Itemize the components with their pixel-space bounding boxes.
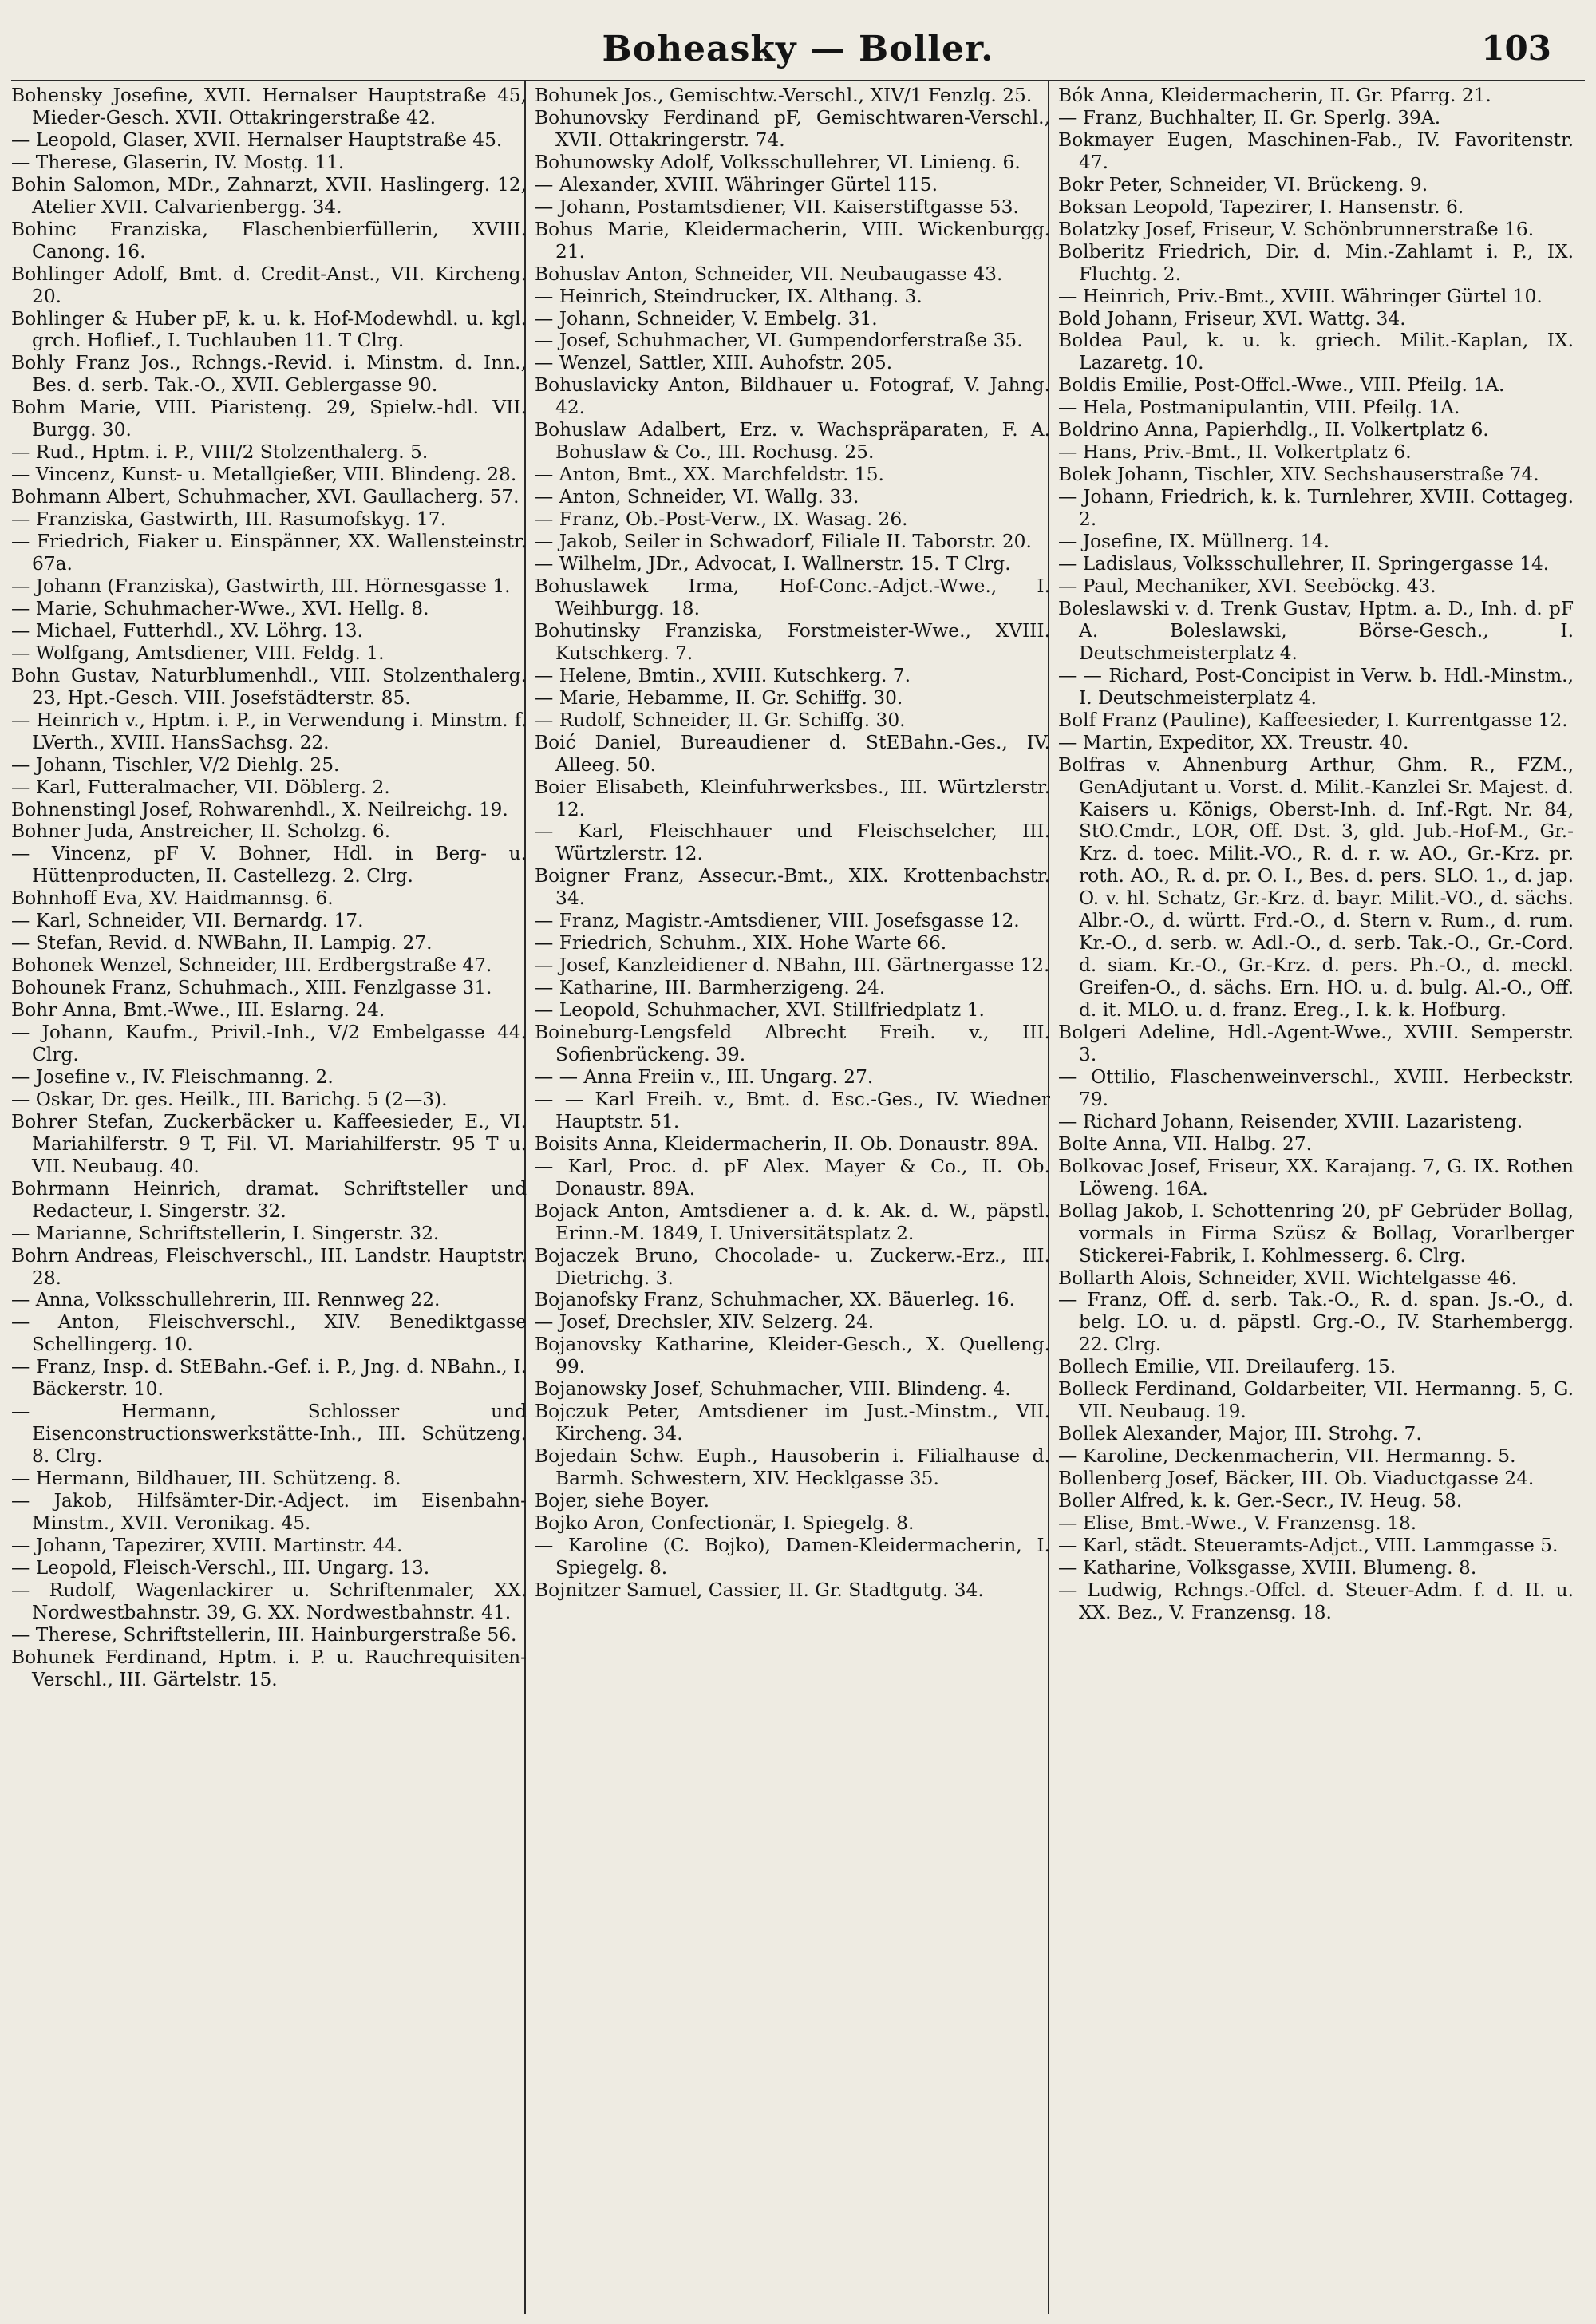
directory-entry: Bohunowsky Adolf, Volksschullehrer, VI. Linieng. 6.	[535, 151, 1021, 173]
directory-entry: — Karoline (C. Bojko), Damen-Kleidermacherin, I. Spiegelg. 8.	[535, 1534, 1050, 1579]
directory-entry: Boleslawski v. d. Trenk Gustav, Hptm. a. D., Inh. d. pF A. Boleslawski, Börse-Gesch., I. Deutschmeisterplatz 4.	[1058, 597, 1574, 664]
column-right	[1058, 85, 1574, 2311]
directory-entry: Boić Daniel, Bureaudiener d. StEBahn.-Ges., IV. Alleeg. 50.	[535, 731, 1050, 776]
directory-entry: Bojnitzer Samuel, Cassier, II. Gr. Stadtgutg. 34.	[535, 1579, 984, 1601]
directory-entry: — Hans, Priv.-Bmt., II. Volkertplatz 6.	[1058, 441, 1412, 464]
directory-entry: Bojaczek Bruno, Chocolade- u. Zuckerw.-Erz., III. Dietrichg. 3.	[535, 1244, 1050, 1289]
directory-entry: Bók Anna, Kleidermacherin, II. Gr. Pfarrg. 21.	[1058, 85, 1491, 106]
directory-entry: Bollenberg Josef, Bäcker, III. Ob. Viaductgasse 24.	[1058, 1468, 1535, 1490]
directory-entry: — Rud., Hptm. i. P., VIII/2 Stolzenthalerg. 5.	[11, 441, 429, 464]
directory-entry: Bolgeri Adeline, Hdl.-Agent-Wwe., XVIII. Semperstr. 3.	[1058, 1022, 1574, 1065]
directory-entry: — Johann (Franziska), Gastwirth, III. Hörnesgasse 1.	[11, 575, 511, 597]
directory-entry: Bohr Anna, Bmt.-Wwe., III. Eslarng. 24.	[11, 999, 385, 1022]
directory-entry: Bolberitz Friedrich, Dir. d. Min.-Zahlamt i. P., IX. Fluchtg. 2.	[1058, 240, 1574, 285]
directory-entry: — Wilhelm, JDr., Advocat, I. Wallnerstr. 15. T Clrg.	[535, 553, 1011, 575]
directory-entry: Bohly Franz Jos., Rchngs.-Revid. i. Minstm. d. Inn., Bes. d. serb. Tak.-O., XVII. Geblergasse 90.	[11, 352, 527, 397]
directory-entry: Bohrn Andreas, Fleischverschl., III. Landstr. Hauptstr. 28.	[11, 1244, 527, 1289]
directory-entry: Bojedain Schw. Euph., Hausoberin i. Filialhause d. Barmh. Schwestern, XIV. Hecklgasse 35.	[535, 1445, 1050, 1490]
directory-entry: — Johann, Tischler, V/2 Diehlg. 25.	[11, 753, 340, 776]
directory-entry: Bojczuk Peter, Amtsdiener im Just.-Minstm., VII. Kircheng. 34.	[535, 1401, 1050, 1445]
directory-entry: Bolleck Ferdinand, Goldarbeiter, VII. Hermanng. 5, G. VII. Neubaug. 19.	[1058, 1378, 1574, 1423]
directory-entry: — Vincenz, pF V. Bohner, Hdl. in Berg- u. Hüttenproducten, II. Castellezg. 2. Clrg.	[11, 843, 527, 887]
page-number: 103	[1481, 29, 1551, 68]
directory-entry: Bohner Juda, Anstreicher, II. Scholzg. 6.	[11, 820, 391, 843]
directory-entry: — Hela, Postmanipulantin, VIII. Pfeilg. 1A.	[1058, 397, 1460, 419]
directory-entry: Bollech Emilie, VII. Dreilauferg. 15.	[1058, 1356, 1396, 1378]
directory-entry: — Paul, Mechaniker, XVI. Seeböckg. 43.	[1058, 575, 1436, 597]
directory-entry: — Johann, Kaufm., Privil.-Inh., V/2 Embelgasse 44. Clrg.	[11, 1022, 527, 1065]
directory-entry: — Friedrich, Schuhm., XIX. Hohe Warte 66.	[535, 932, 947, 955]
directory-entry: — Vincenz, Kunst- u. Metallgießer, VIII. Blindeng. 28.	[11, 464, 517, 486]
directory-entry: — Karl, Schneider, VII. Bernardg. 17.	[11, 910, 364, 932]
directory-entry: — Rudolf, Wagenlackirer u. Schriftenmaler, XX. Nordwestbahnstr. 39, G. XX. Nordwestbahnstr. 41.	[11, 1579, 527, 1623]
directory-entry: Bojanowsky Josef, Schuhmacher, VIII. Blindeng. 4.	[535, 1378, 1011, 1401]
directory-entry: — Katharine, III. Barmherzigeng. 24.	[535, 977, 886, 999]
directory-entry: Bohn Gustav, Naturblumenhdl., VIII. Stolzenthalerg. 23, Hpt.-Gesch. VIII. Josefstädterstr. 85.	[11, 664, 527, 709]
directory-entry: Bohlinger Adolf, Bmt. d. Credit-Anst., VII. Kircheng. 20.	[11, 263, 527, 307]
directory-entry: — Karoline, Deckenmacherin, VII. Hermanng. 5.	[1058, 1445, 1516, 1468]
directory-entry: — — Richard, Post-Concipist in Verw. b. Hdl.-Minstm., I. Deutschmeisterplatz 4.	[1058, 664, 1574, 709]
directory-entry: Boldis Emilie, Post-Offcl.-Wwe., VIII. Pfeilg. 1A.	[1058, 374, 1505, 397]
directory-entry: Bollarth Alois, Schneider, XVII. Wichtelgasse 46.	[1058, 1267, 1517, 1289]
directory-entry: — Martin, Expeditor, XX. Treustr. 40.	[1058, 731, 1409, 753]
directory-entry: Bohinc Franziska, Flaschenbierfüllerin, XVIII. Canong. 16.	[11, 218, 527, 263]
directory-entry: — Katharine, Volksgasse, XVIII. Blumeng. 8.	[1058, 1556, 1477, 1579]
directory-entry: — Franz, Magistr.-Amtsdiener, VIII. Josefsgasse 12.	[535, 910, 1020, 932]
directory-entry: Bohunek Ferdinand, Hptm. i. P. u. Rauchrequisiten-Verschl., III. Gärtelstr. 15.	[11, 1646, 527, 1690]
directory-entry: — Anton, Fleischverschl., XIV. Benediktgasse Schellingerg. 10.	[11, 1311, 527, 1356]
directory-entry: — Josef, Schuhmacher, VI. Gumpendorferstraße 35.	[535, 330, 1023, 352]
directory-entry: Bohunovsky Ferdinand pF, Gemischtwaren-Verschl., XVII. Ottakringerstr. 74.	[535, 106, 1050, 151]
directory-entry: Bohuslaw Adalbert, Erz. v. Wachspräparaten, F. A. Bohuslaw & Co., III. Rochusg. 25.	[535, 419, 1050, 464]
directory-entry: — Marie, Schuhmacher-Wwe., XVI. Hellg. 8.	[11, 597, 429, 619]
column-middle	[535, 85, 1050, 2311]
directory-entry: — Michael, Futterhdl., XV. Löhrg. 13.	[11, 619, 363, 642]
directory-entry: — Heinrich v., Hptm. i. P., in Verwendung i. Minstm. f. LVerth., XVIII. HansSachsg. 22.	[11, 709, 527, 753]
directory-entry: — Jakob, Seiler in Schwadorf, Filiale II. Taborstr. 20.	[535, 531, 1032, 553]
directory-entry: Bokr Peter, Schneider, VI. Brückeng. 9.	[1058, 173, 1428, 196]
directory-entry: — Alexander, XVIII. Währinger Gürtel 115.	[535, 173, 938, 196]
directory-entry: — Wenzel, Sattler, XIII. Auhofstr. 205.	[535, 352, 893, 374]
directory-entry: — Stefan, Revid. d. NWBahn, II. Lampig. 27.	[11, 932, 433, 955]
directory-entry: Bolkovac Josef, Friseur, XX. Karajang. 7, G. IX. Rothen Löweng. 16A.	[1058, 1155, 1574, 1200]
directory-entry: — Anna, Volksschullehrerin, III. Rennweg 22.	[11, 1289, 440, 1311]
directory-entry: Bokmayer Eugen, Maschinen-Fab., IV. Favoritenstr. 47.	[1058, 128, 1574, 173]
directory-entry: Boksan Leopold, Tapezirer, I. Hansenstr. 6.	[1058, 196, 1464, 218]
directory-entry: Boier Elisabeth, Kleinfuhrwerksbes., III. Würtzlerstr. 12.	[535, 776, 1050, 820]
directory-entry: Bollag Jakob, I. Schottenring 20, pF Gebrüder Bollag, vormals in Firma Szüsz & Bollag, Vorarlberger Stickerei-Fabrik, I. Kohlmesserg. 6. Clrg.	[1058, 1200, 1574, 1267]
directory-entry: — Elise, Bmt.-Wwe., V. Franzensg. 18.	[1058, 1512, 1417, 1534]
directory-entry: — Karl, Fleischhauer und Fleischselcher, III. Würtzlerstr. 12.	[535, 820, 1050, 865]
directory-entry: — Josef, Drechsler, XIV. Selzerg. 24.	[535, 1311, 875, 1334]
directory-entry: Boineburg-Lengsfeld Albrecht Freih. v., III. Sofienbrückeng. 39.	[535, 1022, 1050, 1065]
directory-entry: — Anton, Schneider, VI. Wallg. 33.	[535, 486, 859, 508]
directory-entry: — Richard Johann, Reisender, XVIII. Lazaristeng.	[1058, 1110, 1523, 1132]
directory-entry: — Wolfgang, Amtsdiener, VIII. Feldg. 1.	[11, 642, 385, 664]
directory-entry: Bohin Salomon, MDr., Zahnarzt, XVII. Haslingerg. 12, Atelier XVII. Calvarienbergg. 34.	[11, 173, 527, 218]
directory-entry: Bohm Marie, VIII. Piaristeng. 29, Spielw.-hdl. VII. Burgg. 30.	[11, 397, 527, 441]
page-title: Boheasky — Boller.	[602, 29, 994, 69]
directory-entry: — — Anna Freiin v., III. Ungarg. 27.	[535, 1065, 874, 1088]
directory-entry: — Ottilio, Flaschenweinverschl., XVIII. Herbeckstr. 79.	[1058, 1065, 1574, 1110]
directory-entry: Boldrino Anna, Papierhdlg., II. Volkertplatz 6.	[1058, 419, 1489, 441]
directory-entry: — Marie, Hebamme, II. Gr. Schiffg. 30.	[535, 686, 903, 709]
header-rule	[11, 80, 1585, 81]
directory-entry: — Franz, Insp. d. StEBahn.-Gef. i. P., Jng. d. NBahn., I. Bäckerstr. 10.	[11, 1356, 527, 1401]
directory-entry: Boisits Anna, Kleidermacherin, II. Ob. Donaustr. 89A.	[535, 1132, 1039, 1155]
directory-entry: — Leopold, Fleisch-Verschl., III. Ungarg. 13.	[11, 1556, 430, 1579]
directory-entry: Bohus Marie, Kleidermacherin, VIII. Wickenburgg. 21.	[535, 218, 1050, 263]
directory-entry: Bold Johann, Friseur, XVI. Wattg. 34.	[1058, 307, 1406, 330]
directory-entry: Bojanovsky Katharine, Kleider-Gesch., X. Quelleng. 99.	[535, 1334, 1050, 1378]
directory-entry: — Josefine v., IV. Fleischmanng. 2.	[11, 1065, 334, 1088]
directory-entry: — Josef, Kanzleidiener d. NBahn, III. Gärtnergasse 12.	[535, 955, 1050, 977]
directory-entry: Bohlinger & Huber pF, k. u. k. Hof-Modewhdl. u. kgl. grch. Hoflief., I. Tuchlauben 11. T Clrg.	[11, 307, 527, 352]
directory-entry: — Therese, Glaserin, IV. Mostg. 11.	[11, 151, 345, 173]
directory-entry: — Heinrich, Steindrucker, IX. Althang. 3.	[535, 285, 922, 307]
directory-entry: — Josefine, IX. Müllnerg. 14.	[1058, 531, 1330, 553]
directory-entry: — Ludwig, Rchngs.-Offcl. d. Steuer-Adm. f. d. II. u. XX. Bez., V. Franzensg. 18.	[1058, 1579, 1574, 1623]
directory-entry: — Karl, Futteralmacher, VII. Döblerg. 2.	[11, 776, 390, 798]
directory-entry: Bohuslavicky Anton, Bildhauer u. Fotograf, V. Jahng. 42.	[535, 374, 1050, 419]
directory-entry: Bollek Alexander, Major, III. Strohg. 7.	[1058, 1423, 1422, 1445]
directory-entry: — Johann, Postamtsdiener, VII. Kaiserstiftgasse 53.	[535, 196, 1019, 218]
directory-entry: Bojer, siehe Boyer.	[535, 1490, 710, 1512]
directory-entry: Bolatzky Josef, Friseur, V. Schönbrunnerstraße 16.	[1058, 218, 1535, 240]
directory-entry: Bojanofsky Franz, Schuhmacher, XX. Bäuerleg. 16.	[535, 1289, 1015, 1311]
directory-entry: — Ladislaus, Volksschullehrer, II. Springergasse 14.	[1058, 553, 1550, 575]
directory-entry: — Johann, Schneider, V. Embelg. 31.	[535, 307, 878, 330]
directory-entry: Bohensky Josefine, XVII. Hernalser Hauptstraße 45, Mieder-Gesch. XVII. Ottakringerstraße 42.	[11, 85, 527, 128]
directory-entry: — Franz, Off. d. serb. Tak.-O., R. d. span. Js.-O., d. belg. LO. u. d. päpstl. Grg.-O., IV. Starhembergg. 22. Clrg.	[1058, 1289, 1574, 1356]
directory-entry: — Therese, Schriftstellerin, III. Hainburgerstraße 56.	[11, 1623, 517, 1646]
directory-entry: Bohunek Jos., Gemischtw.-Verschl., XIV/1 Fenzlg. 25.	[535, 85, 1033, 106]
directory-entry: Bohounek Franz, Schuhmach., XIII. Fenzlgasse 31.	[11, 977, 492, 999]
directory-entry: — Hermann, Bildhauer, III. Schützeng. 8.	[11, 1468, 401, 1490]
directory-entry: Bohuslawek Irma, Hof-Conc.-Adjct.-Wwe., I. Weihburgg. 18.	[535, 575, 1050, 619]
directory-entry: Bohnenstingl Josef, Rohwarenhdl., X. Neilreichg. 19.	[11, 798, 508, 820]
directory-entry: — Marianne, Schriftstellerin, I. Singerstr. 32.	[11, 1222, 440, 1244]
directory-entry: Bohonek Wenzel, Schneider, III. Erdbergstraße 47.	[11, 955, 492, 977]
directory-entry: Bohrer Stefan, Zuckerbäcker u. Kaffeesieder, E., VI. Mariahilferstr. 9 T, Fil. VI. Mariahilferstr. 95 T u. VII. Neubaug. 40.	[11, 1110, 527, 1177]
directory-entry: Boigner Franz, Assecur.-Bmt., XIX. Krottenbachstr. 34.	[535, 865, 1050, 910]
directory-entry: — Johann, Friedrich, k. k. Turnlehrer, XVIII. Cottageg. 2.	[1058, 486, 1574, 531]
directory-entry: — Friedrich, Fiaker u. Einspänner, XX. Wallensteinstr. 67a.	[11, 531, 527, 575]
directory-entry: Bolte Anna, VII. Halbg. 27.	[1058, 1132, 1313, 1155]
directory-entry: — Hermann, Schlosser und Eisenconstructionswerkstätte-Inh., III. Schützeng. 8. Clrg.	[11, 1401, 527, 1468]
directory-entry: — Johann, Tapezirer, XVIII. Martinstr. 44.	[11, 1534, 403, 1556]
directory-entry: Bohutinsky Franziska, Forstmeister-Wwe., XVIII. Kutschkerg. 7.	[535, 619, 1050, 664]
directory-entry: — Karl, Proc. d. pF Alex. Mayer & Co., II. Ob. Donaustr. 89A.	[535, 1155, 1050, 1200]
directory-entry: — Karl, städt. Steueramts-Adjct., VIII. Lammgasse 5.	[1058, 1534, 1558, 1556]
directory-entry: — Jakob, Hilfsämter-Dir.-Adject. im Eisenbahn-Minstm., XVII. Veronikag. 45.	[11, 1490, 527, 1534]
directory-entry: — Leopold, Glaser, XVII. Hernalser Hauptstraße 45.	[11, 128, 503, 151]
directory-entry: — Helene, Bmtin., XVIII. Kutschkerg. 7.	[535, 664, 911, 686]
directory-entry: — Anton, Bmt., XX. Marchfeldstr. 15.	[535, 464, 884, 486]
directory-entry: Bohrmann Heinrich, dramat. Schriftsteller und Redacteur, I. Singerstr. 32.	[11, 1177, 527, 1222]
directory-entry: — Franz, Buchhalter, II. Gr. Sperlg. 39A.	[1058, 106, 1441, 128]
directory-entry: — Heinrich, Priv.-Bmt., XVIII. Währinger Gürtel 10.	[1058, 285, 1543, 307]
directory-entry: — Rudolf, Schneider, II. Gr. Schiffg. 30.	[535, 709, 906, 731]
directory-entry: Boller Alfred, k. k. Ger.-Secr., IV. Heug. 58.	[1058, 1490, 1463, 1512]
directory-entry: — Franziska, Gastwirth, III. Rasumofskyg. 17.	[11, 508, 447, 531]
directory-entry: Bojko Aron, Confectionär, I. Spiegelg. 8.	[535, 1512, 915, 1534]
directory-entry: Bolek Johann, Tischler, XIV. Sechshauserstraße 74.	[1058, 464, 1539, 486]
page-header	[0, 24, 1596, 80]
directory-entry: Bohnhoff Eva, XV. Haidmannsg. 6.	[11, 887, 334, 910]
column-left	[11, 85, 527, 2311]
directory-entry: — Oskar, Dr. ges. Heilk., III. Barichg. 5 (2—3).	[11, 1088, 448, 1110]
directory-entry: Bohmann Albert, Schuhmacher, XVI. Gaullacherg. 57.	[11, 486, 519, 508]
directory-entry: — Leopold, Schuhmacher, XVI. Stillfriedplatz 1.	[535, 999, 985, 1022]
directory-entry: — — Karl Freih. v., Bmt. d. Esc.-Ges., IV. Wiedner Hauptstr. 51.	[535, 1088, 1050, 1132]
directory-entry: Bohuslav Anton, Schneider, VII. Neubaugasse 43.	[535, 263, 1003, 285]
directory-entry: Bolf Franz (Pauline), Kaffeesieder, I. Kurrentgasse 12.	[1058, 709, 1568, 731]
directory-entry: Bolfras v. Ahnenburg Arthur, Ghm. R., FZM., GenAdjutant u. Vorst. d. Milit.-Kanzlei Sr. Majest. d. Kaisers u. Königs, Oberst-Inh. d. Inf.-Rgt. Nr. 84, StO.Cmdr., LOR, Off. Dst. 3, gld. Jub.-Hof-M., Gr.-Krz. d. toec. Milit.-VO., R. d. r. w. AO., Gr.-Krz. pr. roth. AO., R. d. pr. O. I., Bes. d. pers. SLO. 1., d. jap. O. v. hl. Schatz, Gr.-Krz. d. bayr. Milit.-VO., d. sächs. Albr.-O., d. württ. Frd.-O., d. Stern v. Rum., d. rum. Kr.-O., d. serb. w. Adl.-O., d. serb. Tak.-O., Gr.-Cord. d. siam. Kr.-O., Gr.-Krz. d. pers. Ph.-O., d. meckl. Greifen-O., d. sächs. Ern. HO. u. d. bulg. Al.-O., Off. d. it. MLO. u. d. franz. Ereg., I. k. k. Hofburg.	[1058, 753, 1574, 1022]
directory-entry: Bojack Anton, Amtsdiener a. d. k. Ak. d. W., päpstl. Erinn.-M. 1849, I. Universitätsplatz 2.	[535, 1200, 1050, 1244]
directory-entry: Boldea Paul, k. u. k. griech. Milit.-Kaplan, IX. Lazaretg. 10.	[1058, 330, 1574, 374]
directory-entry: — Franz, Ob.-Post-Verw., IX. Wasag. 26.	[535, 508, 908, 531]
